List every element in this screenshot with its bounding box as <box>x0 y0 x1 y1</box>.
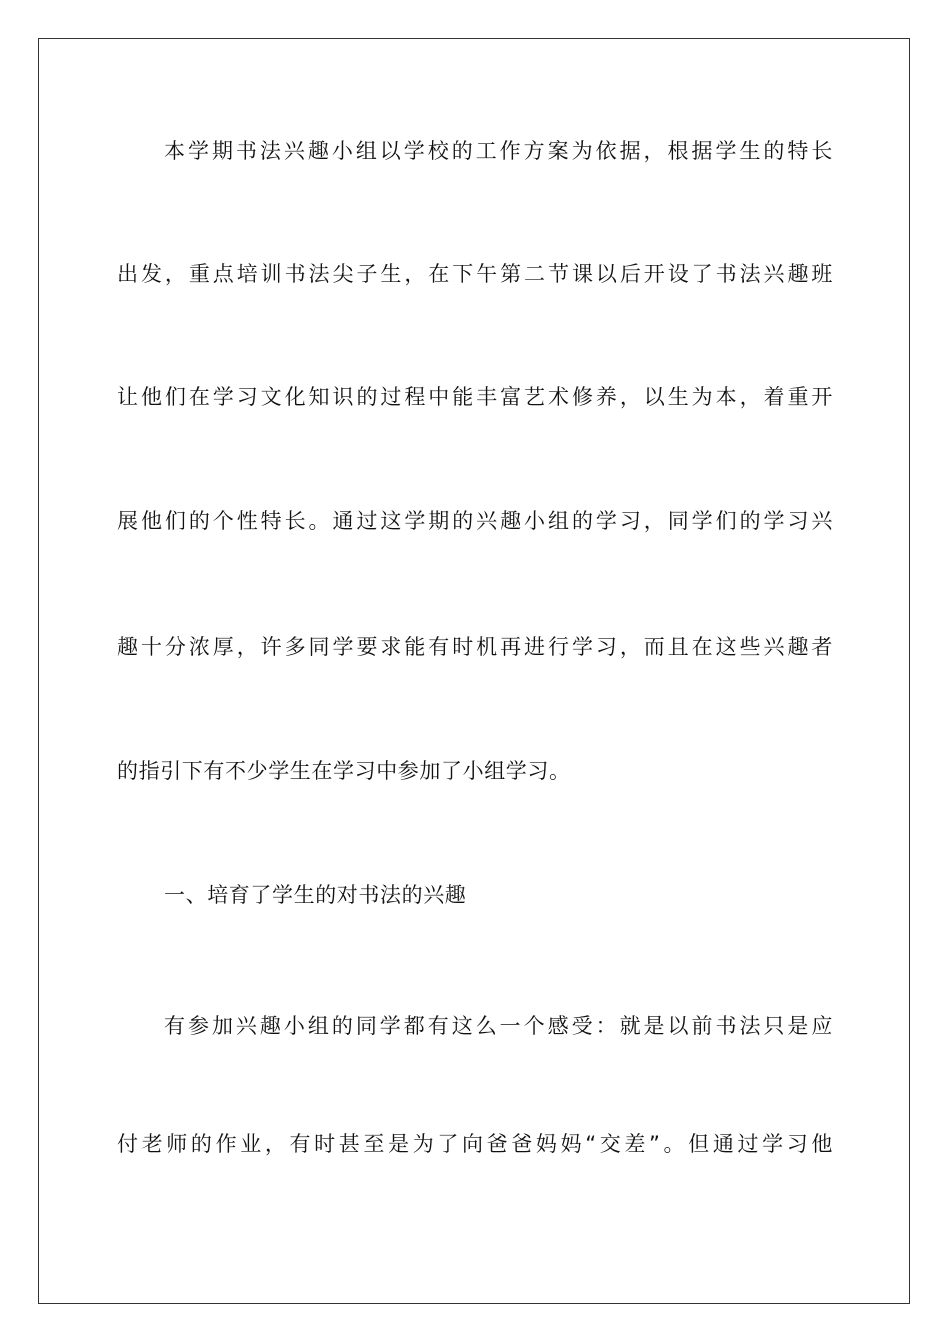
paragraph-line-2: 出发，重点培训书法尖子生，在下午第二节课以后开设了书法兴趣班 <box>117 262 833 286</box>
paragraph-line-3: 让他们在学习文化知识的过程中能丰富艺术修养，以生为本，着重开 <box>117 385 833 409</box>
paragraph-line-9: 付老师的作业，有时甚至是为了向爸爸妈妈“交差”。但通过学习他 <box>117 1132 833 1156</box>
paragraph-line-8: 有参加兴趣小组的同学都有这么一个感受：就是以前书法只是应 <box>164 1014 833 1038</box>
paragraph-line-4: 展他们的个性特长。通过这学期的兴趣小组的学习，同学们的学习兴 <box>117 509 833 533</box>
page-border <box>38 38 910 1304</box>
paragraph-line-1: 本学期书法兴趣小组以学校的工作方案为依据，根据学生的特长 <box>164 139 833 163</box>
paragraph-line-6: 的指引下有不少学生在学习中参加了小组学习。 <box>117 759 571 783</box>
paragraph-line-5: 趣十分浓厚，许多同学要求能有时机再进行学习，而且在这些兴趣者 <box>117 635 833 659</box>
section-heading: 一、培育了学生的对书法的兴趣 <box>164 883 467 907</box>
